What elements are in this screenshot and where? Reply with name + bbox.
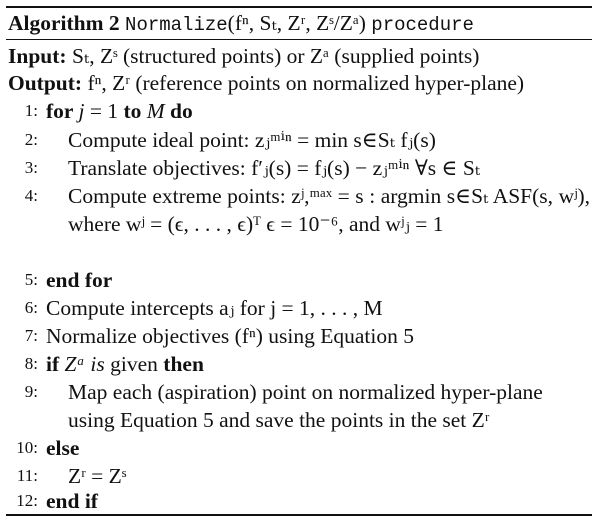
line-number: 10:	[16, 438, 38, 457]
algo-line-11	[6, 462, 592, 490]
line-number: 4:	[24, 186, 38, 205]
top-rule	[6, 6, 592, 8]
input-text: Sₜ, Zˢ (structured points) or Zᵃ (supplied points)	[71, 44, 480, 68]
procedure-name: Normalize	[125, 14, 228, 36]
line-text: Map each (aspiration) point on normalized hyper-plane using Equation 5 and save the points in the set Zʳ	[68, 380, 543, 432]
algo-line-12	[6, 487, 592, 515]
line-number: 11:	[16, 466, 38, 485]
line-number: 1:	[24, 101, 38, 120]
algo-line-4	[6, 182, 592, 266]
algo-line-8	[6, 350, 592, 378]
line-text: end for	[46, 268, 113, 292]
line-text: else	[46, 436, 80, 460]
algorithm-label: Algorithm 2	[8, 11, 120, 35]
line-number: 5:	[24, 270, 38, 289]
line-text: Normalize objectives (fⁿ) using Equation 5	[46, 324, 414, 348]
line-text: Zʳ = Zˢ	[68, 464, 127, 488]
line-text: Compute ideal point: zⱼᵐⁱⁿ = min s∈Sₜ fⱼ(s)	[68, 128, 436, 152]
output-line	[6, 69, 592, 97]
procedure-word: procedure	[371, 14, 474, 36]
line-text: if Zᵃ is given then	[46, 352, 204, 376]
input-label: Input:	[8, 44, 67, 68]
line-text: Translate objectives: f′ⱼ(s) = fⱼ(s) − zⱼᵐⁱⁿ ∀s ∈ Sₜ	[68, 156, 481, 180]
line-number: 12:	[16, 491, 38, 510]
line-number: 8:	[24, 354, 38, 373]
line-text: Compute extreme points: zʲ,ᵐᵃˣ = s : argmin s∈Sₜ ASF(s, wʲ), where wʲ = (ϵ, . . . , ϵ)ᵀ ϵ = 10⁻⁶, and wʲⱼ = 1	[68, 184, 590, 236]
input-line	[6, 42, 592, 70]
line-number: 2:	[24, 130, 38, 149]
line-text: end if	[46, 489, 98, 513]
line-number: 9:	[24, 382, 38, 401]
algo-line-10	[6, 434, 592, 462]
algo-line-7	[6, 322, 592, 350]
procedure-args: (fⁿ, Sₜ, Zʳ, Zˢ/Zᵃ)	[227, 11, 366, 35]
line-text: Compute intercepts aⱼ for j = 1, . . . , M	[46, 296, 383, 320]
algo-line-6	[6, 294, 592, 322]
output-label: Output:	[8, 71, 83, 95]
line-number: 6:	[24, 298, 38, 317]
algo-line-1	[6, 97, 592, 125]
line-text: for j = 1 to M do	[46, 99, 193, 123]
line-number: 3:	[24, 158, 38, 177]
header-rule	[6, 39, 592, 40]
algo-line-2	[6, 126, 592, 154]
algorithm-header	[6, 9, 592, 37]
algo-line-3	[6, 154, 592, 182]
output-text: fⁿ, Zʳ (reference points on normalized hyper-plane)	[87, 71, 525, 95]
algo-line-9	[6, 378, 592, 434]
algo-line-5	[6, 266, 592, 294]
line-number: 7:	[24, 326, 38, 345]
